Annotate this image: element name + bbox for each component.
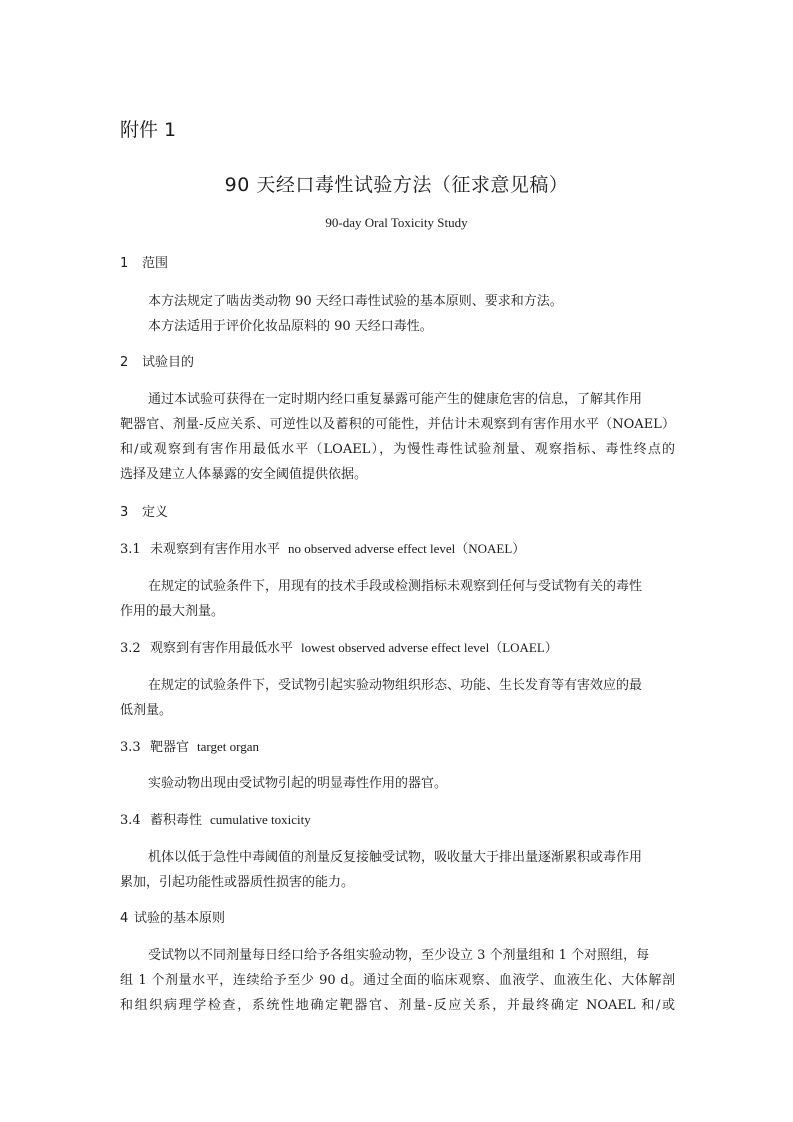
paragraph-line: 通过本试验可获得在一定时期内经口重复暴露可能产生的健康危害的信息，了解其作用 bbox=[148, 392, 643, 407]
section-number: 4 bbox=[120, 911, 129, 926]
paragraph-line: 在规定的试验条件下，受试物引起实验动物组织形态、功能、生长发育等有害效应的最 bbox=[148, 678, 643, 693]
document-subtitle: 90-day Oral Toxicity Study bbox=[325, 215, 468, 230]
subsection-number: 3.1 bbox=[120, 542, 141, 557]
paragraph-line: 实验动物出现由受试物引起的明显毒性作用的器官。 bbox=[148, 776, 448, 791]
paragraph-line: 选择及建立人体暴露的安全阈值提供依据。 bbox=[120, 467, 368, 482]
subsection-number: 3.3 bbox=[120, 740, 141, 755]
subsection-3-4-heading bbox=[120, 809, 793, 828]
section-number: 2 bbox=[120, 355, 129, 370]
subsection-3-3-heading bbox=[120, 736, 793, 755]
section-title: 试验的基本原则 bbox=[134, 911, 226, 926]
section-number: 3 bbox=[120, 505, 129, 520]
subsection-number: 3.4 bbox=[120, 813, 141, 828]
paragraph-line: 低剂量。 bbox=[120, 703, 173, 718]
section-4-heading bbox=[120, 907, 793, 926]
term-cn: 未观察到有害作用水平 bbox=[150, 542, 281, 557]
term-cn: 观察到有害作用最低水平 bbox=[150, 641, 294, 656]
paragraph-line: 本方法适用于评价化妆品原料的 90 天经口毒性。 bbox=[148, 319, 433, 334]
paragraph-line: 靶器官、剂量-反应关系、可逆性以及蓄积的可能性，并估计未观察到有害作用水平（NOAEL） bbox=[120, 417, 675, 432]
section-title: 定义 bbox=[142, 505, 169, 520]
paragraph-line: 机体以低于急性中毒阈值的剂量反复接触受试物，吸收量大于排出量逐渐累积或毒作用 bbox=[148, 850, 643, 865]
paragraph-line: 和组织病理学检查，系统性地确定靶器官、剂量-反应关系，并最终确定 NOAEL 和/或 bbox=[120, 998, 675, 1013]
section-title: 试验目的 bbox=[142, 355, 195, 370]
section-number: 1 bbox=[120, 256, 129, 271]
section-title: 范围 bbox=[142, 256, 169, 271]
term-en: cumulative toxicity bbox=[210, 812, 311, 827]
paragraph-line: 本方法规定了啮齿类动物 90 天经口毒性试验的基本原则、要求和方法。 bbox=[148, 294, 563, 309]
subsection-number: 3.2 bbox=[120, 641, 141, 656]
term-en: no observed adverse effect level（NOAEL） bbox=[288, 541, 526, 556]
section-3-heading bbox=[120, 501, 793, 520]
paragraph-line: 和/或观察到有害作用最低水平（LOAEL），为慢性毒性试验剂量、观察指标、毒性终点的 bbox=[120, 442, 675, 457]
paragraph-line: 组 1 个剂量水平，连续给予至少 90 d。通过全面的临床观察、血液学、血液生化、大体解剖 bbox=[120, 973, 675, 988]
paragraph-line: 在规定的试验条件下，用现有的技术手段或检测指标未观察到任何与受试物有关的毒性 bbox=[148, 579, 643, 594]
term-en: target organ bbox=[197, 739, 259, 754]
term-en: lowest observed adverse effect level（LOAEL） bbox=[301, 640, 558, 655]
paragraph-line: 受试物以不同剂量每日经口给予各组实验动物，至少设立 3 个剂量组和 1 个对照组，每 bbox=[148, 948, 650, 963]
paragraph-line: 作用的最大剂量。 bbox=[120, 604, 225, 619]
document-title: 90 天经口毒性试验方法（征求意见稿） bbox=[224, 174, 569, 196]
paragraph-line: 累加，引起功能性或器质性损害的能力。 bbox=[120, 875, 355, 890]
term-cn: 蓄积毒性 bbox=[150, 813, 203, 828]
section-2-heading bbox=[120, 351, 793, 370]
attachment-label: 附件 1 bbox=[120, 119, 177, 141]
section-1-heading bbox=[120, 252, 793, 271]
subsection-3-2-heading bbox=[120, 637, 793, 656]
term-cn: 靶器官 bbox=[150, 740, 190, 755]
subsection-3-1-heading bbox=[120, 538, 793, 557]
